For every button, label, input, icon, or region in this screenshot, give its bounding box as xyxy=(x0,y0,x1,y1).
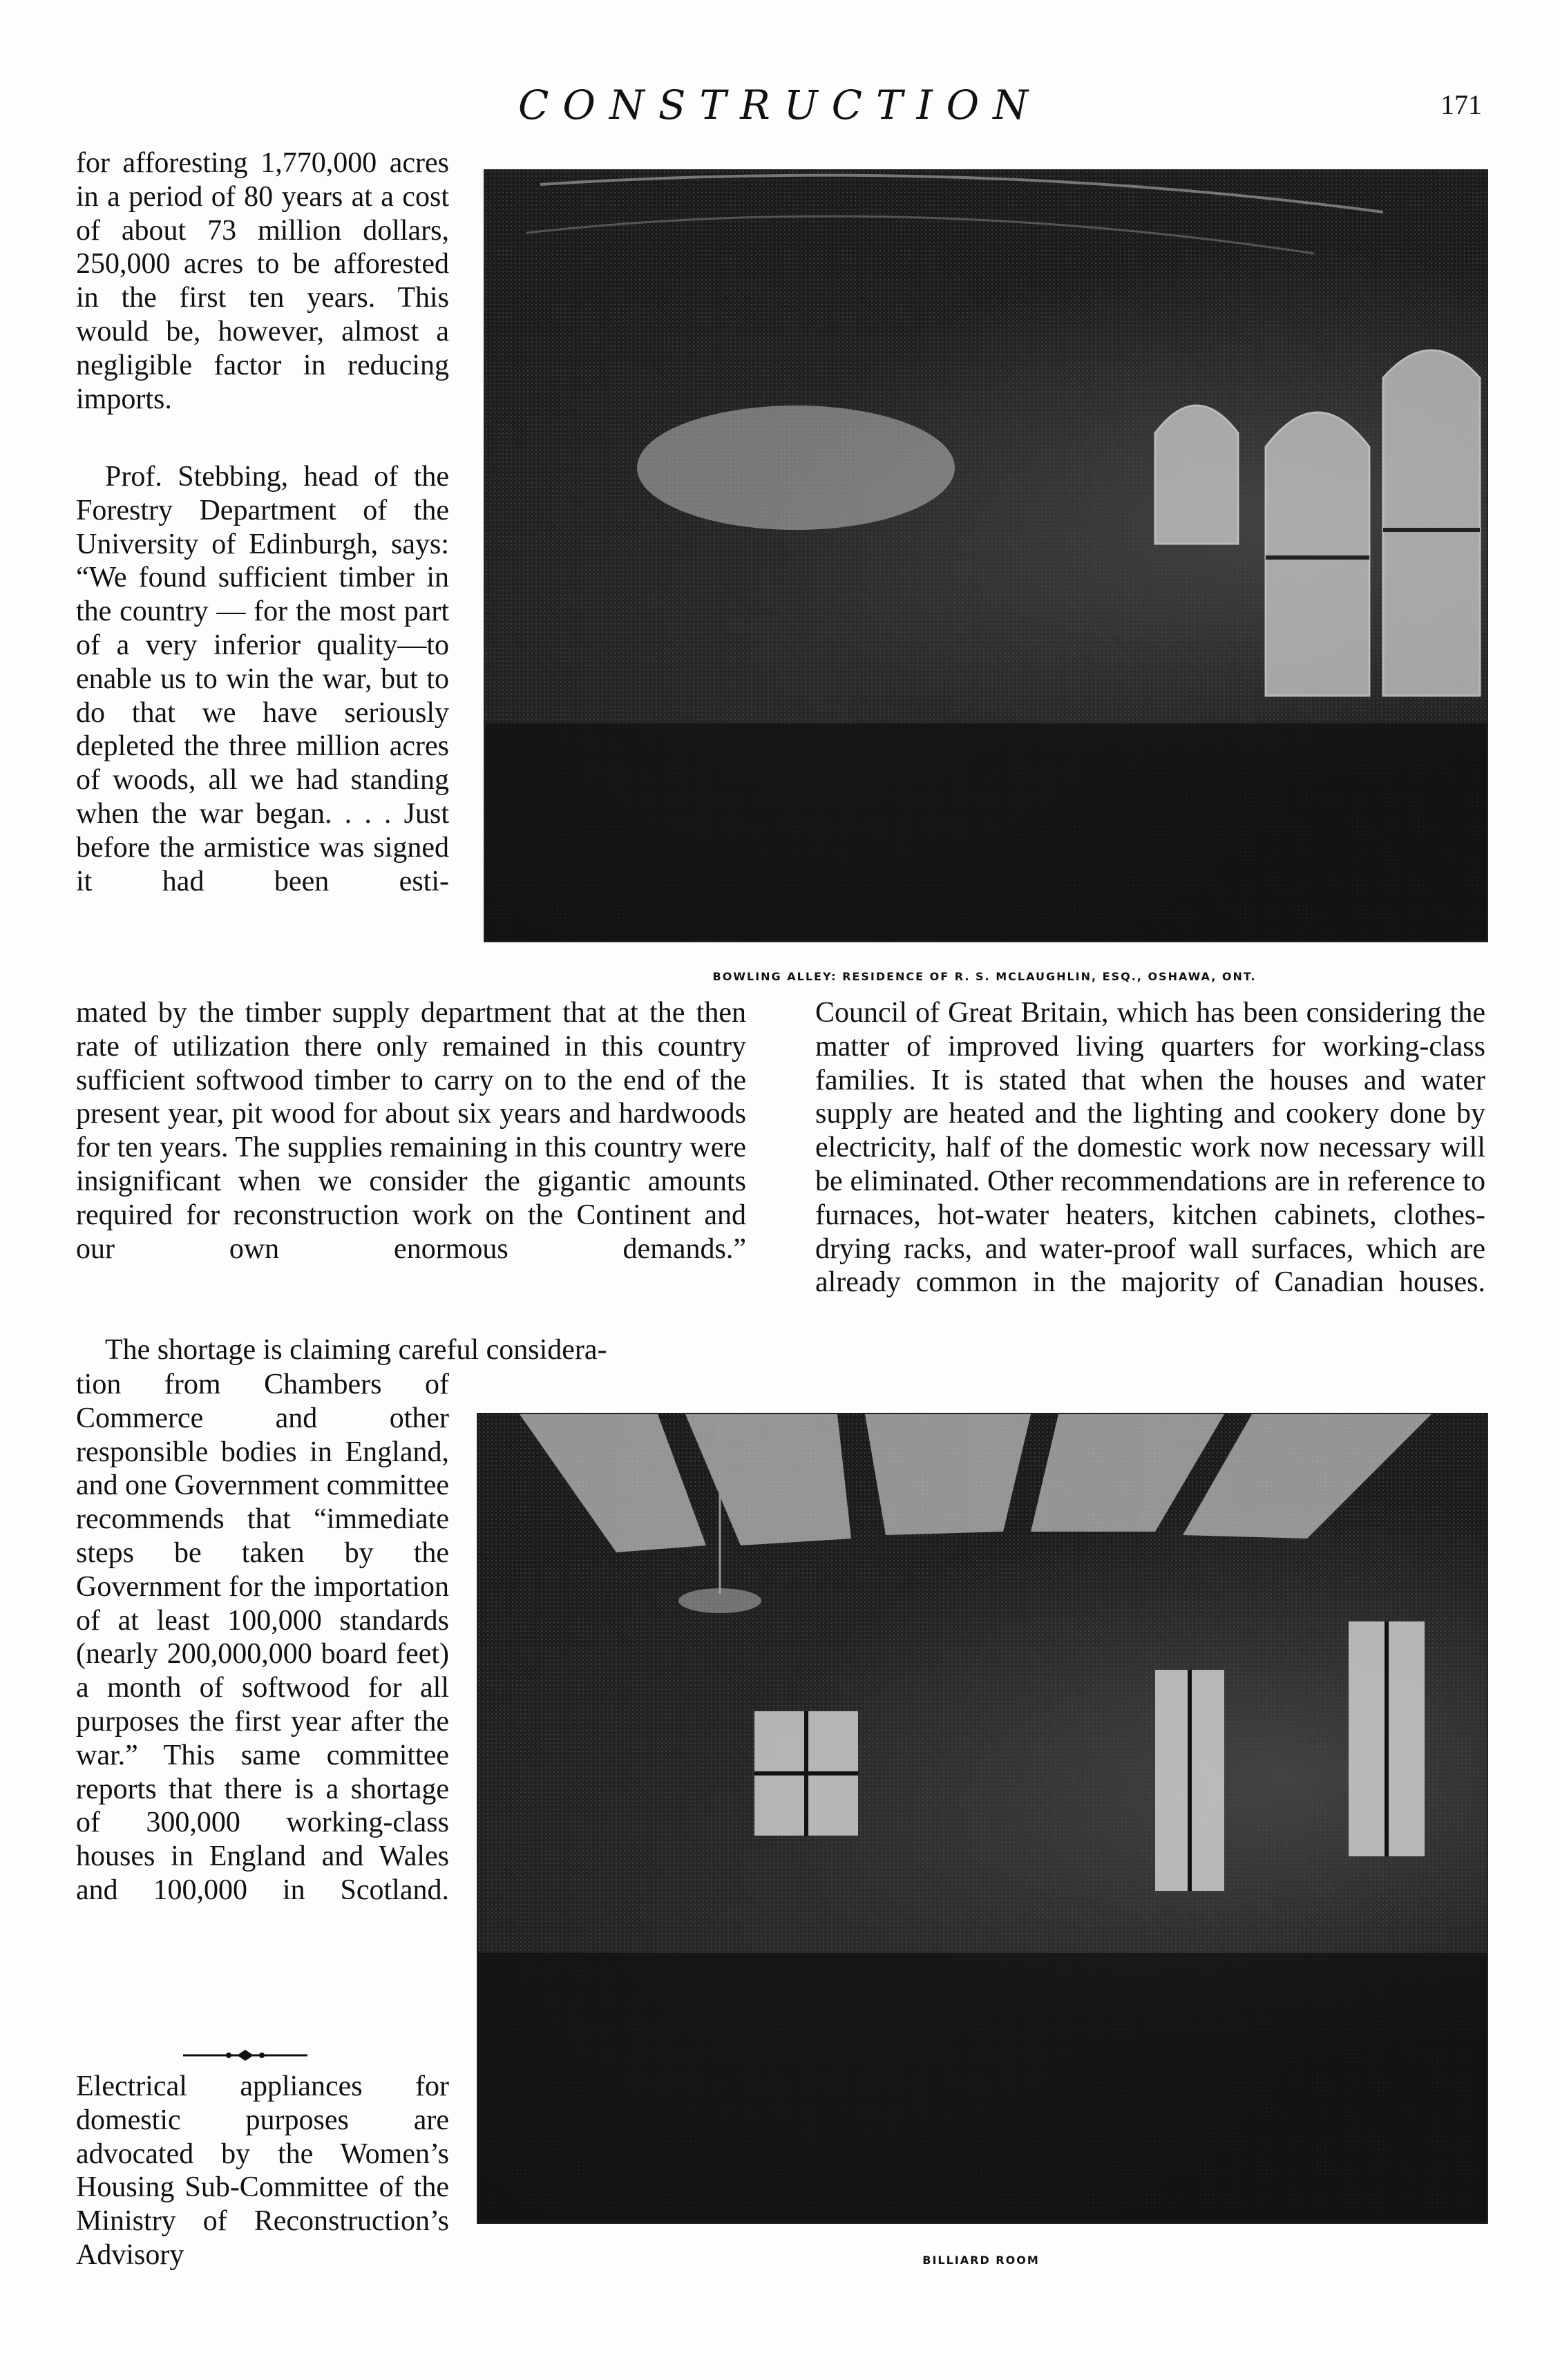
bowling-alley-photo xyxy=(484,169,1488,942)
billiard-room-photo xyxy=(477,1413,1488,2224)
article-paragraph-6: Electrical appliances for domestic purposes are advocated by the Women’s Housing Sub-Committee of the Ministry of Reconstruction’s Advisory xyxy=(76,2070,449,2271)
page-header-title: CONSTRUCTION xyxy=(518,82,1042,128)
article-paragraph-1: for afforesting 1,770,000 acres in a period of 80 years at a cost of about 73 million dollars, 250,000 acres to be afforested in the first ten years. This would be, however, almost a negligible factor in reducing imports. xyxy=(76,147,449,415)
article-paragraph-5: tion from Chambers of Commerce and other responsible bodies in England, and one Government committee recommends that “immediate steps be taken by the Government for the importation of at least 100,000 standards (nearly 200,000,000 board feet) a month of softwood for all purposes the first year after the war.” This same committee reports that there is a shortage of 300,000 working-class houses in England and Wales and 100,000 in Scotland. xyxy=(76,1369,449,1906)
billiard-room-illustration xyxy=(478,1414,1487,2222)
article-paragraph-4: The shortage is claiming careful considera- xyxy=(105,1334,607,1366)
page-number: 171 xyxy=(1440,89,1482,120)
article-paragraph-7: Council of Great Britain, which has been considering the matter of improved living quarters for working-class families. It is stated that when the houses and water supply are heated and the lighting and cookery done by electricity, half of the domestic work now necessary will be eliminated. Other recommendations are in reference to furnaces, hot-water heaters, kitchen cabinets, clothes-drying racks, and water-proof wall surfaces, which are already common in the majority of Canadian houses. xyxy=(815,997,1485,1299)
article-paragraph-2: Prof. Stebbing, head of the Forestry Department of the University of Edinburgh, says: “We found sufficient timber in the country — for the most part of a very inferior quality—to enable us to win the war, but to do that we have seriously depleted the three million acres of woods, all we had standing when the war began. . . . Just before the armistice was signed it had been esti- xyxy=(76,461,449,897)
section-divider-ornament xyxy=(183,2048,307,2062)
bowling-alley-illustration xyxy=(485,171,1487,941)
article-paragraph-3: mated by the timber supply department that at the then rate of utilization there only remained in this country sufficient softwood timber to carry on to the end of the present year, pit wood for about six years and hardwoods for ten years. The supplies remaining in this country were insignificant when we consider the gigantic amounts required for reconstruction work on the Continent and our own enormous demands.” xyxy=(76,997,746,1265)
billiard-room-caption: BILLIARD ROOM xyxy=(922,2254,1040,2267)
bowling-alley-caption: BOWLING ALLEY: RESIDENCE OF R. S. MCLAUGHLIN, ESQ., OSHAWA, ONT. xyxy=(712,970,1257,983)
